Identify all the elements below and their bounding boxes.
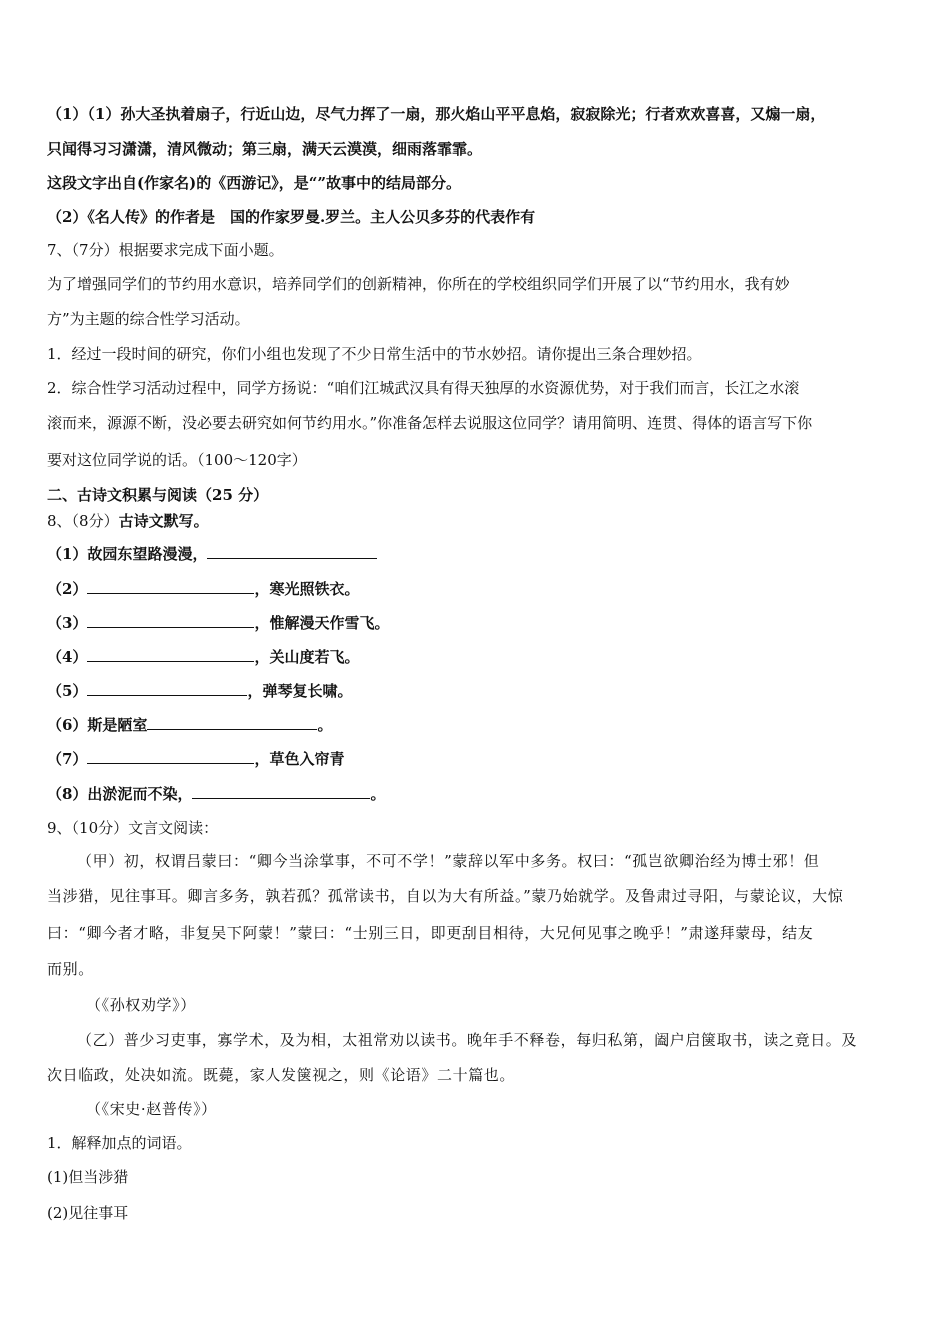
q9-sub1-a: (1)但当涉猎 xyxy=(47,1168,129,1186)
q8-item-4-pre: （4） xyxy=(47,648,88,666)
q9-yi-line1: （乙）普少习吏事，寡学术，及为相，太祖常劝以读书。晚年手不释卷，每归私第，阖户启箧取书，读之竟日。及 xyxy=(77,1031,858,1049)
q8-item-5-post: ，弹琴复长啸。 xyxy=(247,682,353,700)
answer-blank[interactable] xyxy=(87,681,247,696)
answer-blank[interactable] xyxy=(147,715,317,730)
q8-item-5-pre: （5） xyxy=(47,682,88,700)
q9-yi-source: （《宋史·赵普传》） xyxy=(86,1100,217,1118)
q9-sub1-b: (2)见往事耳 xyxy=(47,1204,129,1222)
q6-p1-line2: 只闻得习习潇潇，清风微动；第三扇，满天云漠漠，细雨落霏霏。 xyxy=(47,140,483,158)
q9-yi-line2: 次日临政，处决如流。既薨，家人发箧视之，则《论语》二十篇也。 xyxy=(47,1066,516,1084)
q8-item-5 xyxy=(47,681,352,701)
answer-blank[interactable] xyxy=(87,579,254,594)
q8-item-7-pre: （7） xyxy=(47,750,88,768)
q8-item-8-pre: （8）出淤泥而不染， xyxy=(47,785,193,803)
q8-item-2-post: ，寒光照铁衣。 xyxy=(254,580,360,598)
q8-item-6-post: 。 xyxy=(317,716,333,734)
q8-item-6-pre: （6）斯是陋室 xyxy=(47,716,148,734)
q9-jia-line2: 当涉猎，见往事耳。卿言多务，孰若孤？孤常读书，自以为大有所益。”蒙乃始就学。及鲁肃过寻阳，与蒙论议，大惊 xyxy=(47,887,844,905)
q9-jia-line3: 曰：“卿今者才略，非复吴下阿蒙！”蒙曰：“士别三日，即更刮目相待，大兄何见事之晚乎！”肃遂拜蒙母，结友 xyxy=(47,924,814,942)
answer-blank[interactable] xyxy=(192,784,370,799)
section2-title: 二、古诗文积累与阅读（25 分） xyxy=(47,486,269,504)
q8-item-7 xyxy=(47,749,344,769)
q7-header: 7、（7分）根据要求完成下面小题。 xyxy=(47,241,284,259)
q9-sub1: 1．解释加点的词语。 xyxy=(47,1134,192,1152)
q7-item2-line1: 2．综合性学习活动过程中，同学方扬说：“咱们江城武汉具有得天独厚的水资源优势，对于我们而言，长江之水滚 xyxy=(47,379,800,397)
q6-p1-line1: （1）（1）孙大圣执着扇子，行近山边，尽气力挥了一扇，那火焰山平平息焰，寂寂除光；行者欢欢喜喜，又煽一扇， xyxy=(47,105,826,123)
q7-item1: 1．经过一段时间的研究，你们小组也发现了不少日常生活中的节水妙招。请你提出三条合理妙招。 xyxy=(47,345,702,363)
answer-blank[interactable] xyxy=(207,544,377,559)
q9-jia-line4: 而别。 xyxy=(47,960,94,978)
q8-item-1-pre: （1）故园东望路漫漫， xyxy=(47,545,208,563)
q8-item-3-pre: （3） xyxy=(47,614,88,632)
q9-jia-source: （《孙权劝学》） xyxy=(86,996,196,1014)
answer-blank[interactable] xyxy=(87,647,254,662)
q8-header xyxy=(47,511,209,531)
answer-blank[interactable] xyxy=(87,749,254,764)
q7-intro-line2: 方”为主题的综合性学习活动。 xyxy=(47,310,250,328)
q8-item-1 xyxy=(47,544,377,564)
q9-header: 9、（10分）文言文阅读： xyxy=(47,819,219,837)
q8-header-bold: 古诗文默写。 xyxy=(118,512,209,530)
q6-p2: （2）《名人传》的作者是 国的作家罗曼.罗兰。主人公贝多芬的代表作有 xyxy=(47,208,536,226)
q8-item-7-post: ，草色入帘青 xyxy=(254,750,345,768)
q8-item-8-post: 。 xyxy=(370,785,386,803)
q8-header-prefix: 8、（8分） xyxy=(47,512,119,530)
q8-item-2 xyxy=(47,579,359,599)
q8-item-2-pre: （2） xyxy=(47,580,88,598)
q8-item-4-post: ，关山度若飞。 xyxy=(254,648,360,666)
q8-item-4 xyxy=(47,647,359,667)
q8-item-6 xyxy=(47,715,332,735)
q8-item-3-post: ，惟解漫天作雪飞。 xyxy=(254,614,390,632)
q7-item2-line2: 滚而来，源源不断，没必要去研究如何节约用水。”你准备怎样去说服这位同学？请用简明、连贯、得体的语言写下你 xyxy=(47,414,813,432)
q8-item-3 xyxy=(47,613,389,633)
q6-p1-line3: 这段文字出自(作家名)的《西游记》，是“”故事中的结局部分。 xyxy=(47,174,461,192)
answer-blank[interactable] xyxy=(87,613,254,628)
q7-intro-line1: 为了增强同学们的节约用水意识，培养同学们的创新精神，你所在的学校组织同学们开展了以“节约用水，我有妙 xyxy=(47,275,790,293)
q7-item2-line3: 要对这位同学说的话。（100～120字） xyxy=(47,451,307,469)
q9-jia-line1: （甲）初，权谓吕蒙曰：“卿今当涂掌事，不可不学！”蒙辞以军中多务。权曰：“孤岂欲卿治经为博士邪！但 xyxy=(77,852,820,870)
q8-item-8 xyxy=(47,784,385,804)
